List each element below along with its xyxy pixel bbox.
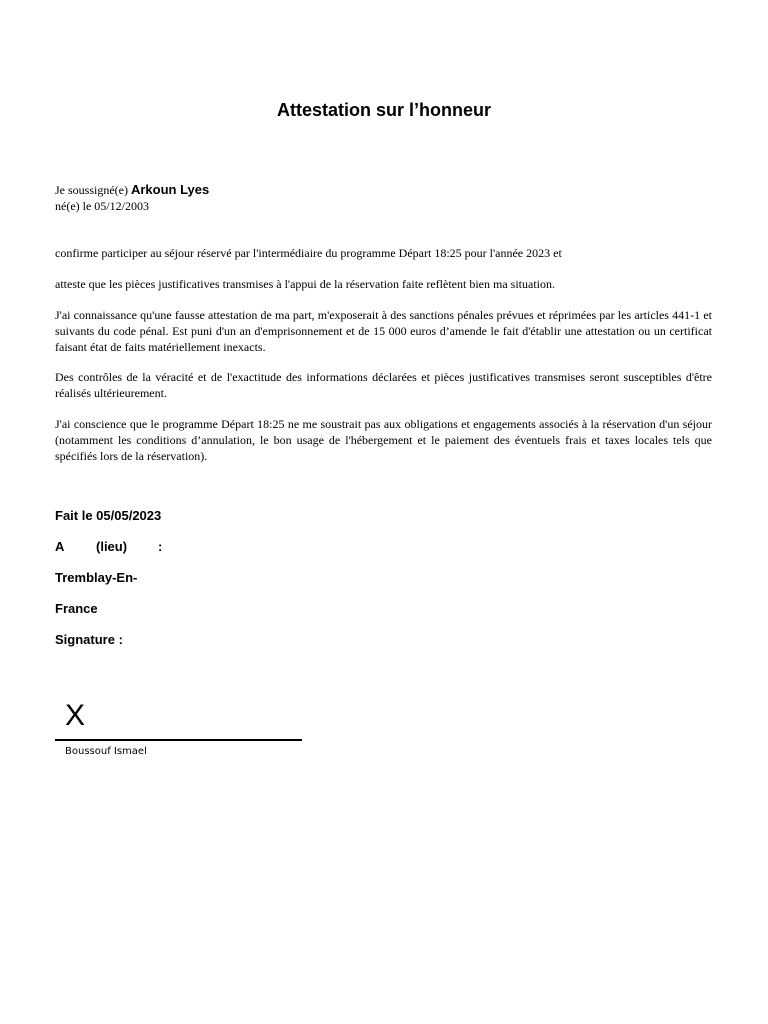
paragraph-sanctions: J'ai connaissance qu'une fausse attestation de ma part, m'exposerait à des sanctions pénales prévues et réprimées par les articles 441-1 et suivants du code pénal. Est puni d'un an d'emprisonnement et de 15 000 euros d’amende le fait d'établir une attestation ou un certificat faisant état de faits matériellement inexacts. — [55, 308, 712, 354]
signer-name: Boussouf Ismael — [65, 746, 147, 757]
date-signed: Fait le 05/05/2023 — [55, 508, 162, 523]
place-label-line — [55, 539, 163, 554]
lieu-colon: : — [158, 539, 163, 554]
soussigne-line — [55, 182, 715, 198]
declarant-name: Arkoun Lyes — [130, 182, 210, 197]
paragraph-obligations: J'ai conscience que le programme Départ 18:25 ne me soustrait pas aux obligations et engagements associés à la réservation d'un séjour (notamment les conditions d’annulation, le bon usage de l'hébergement et le paiement des éventuels frais et taxes locales tels que spécifiés lors de la réservation). — [55, 417, 712, 463]
a-label: A — [55, 539, 65, 554]
paragraph-controles: Des contrôles de la véracité et de l'exactitude des informations déclarées et pièces justificatives transmises seront susceptibles d'être réalisés ultérieurement. — [55, 370, 712, 400]
identity-block — [55, 182, 715, 214]
paragraph-justificatifs: atteste que les pièces justificatives transmises à l'appui de la réservation faite reflètent bien ma situation. — [55, 277, 555, 291]
signature-line — [55, 739, 302, 741]
place-city-line-2: France — [55, 601, 98, 616]
soussigne-label: Je soussigné(e) — [55, 183, 131, 197]
birth-date-line: né(e) le 05/12/2003 — [55, 199, 149, 213]
page-title: Attestation sur l’honneur — [276, 100, 491, 120]
paragraph-participation: confirme participer au séjour réservé par l'intermédiaire du programme Départ 18:25 pour l'année 2023 et — [55, 246, 562, 260]
lieu-label: (lieu) — [96, 539, 128, 554]
signature-label: Signature : — [55, 632, 123, 647]
signature-mark: X — [65, 699, 86, 732]
place-city-line-1: Tremblay-En- — [55, 570, 138, 585]
